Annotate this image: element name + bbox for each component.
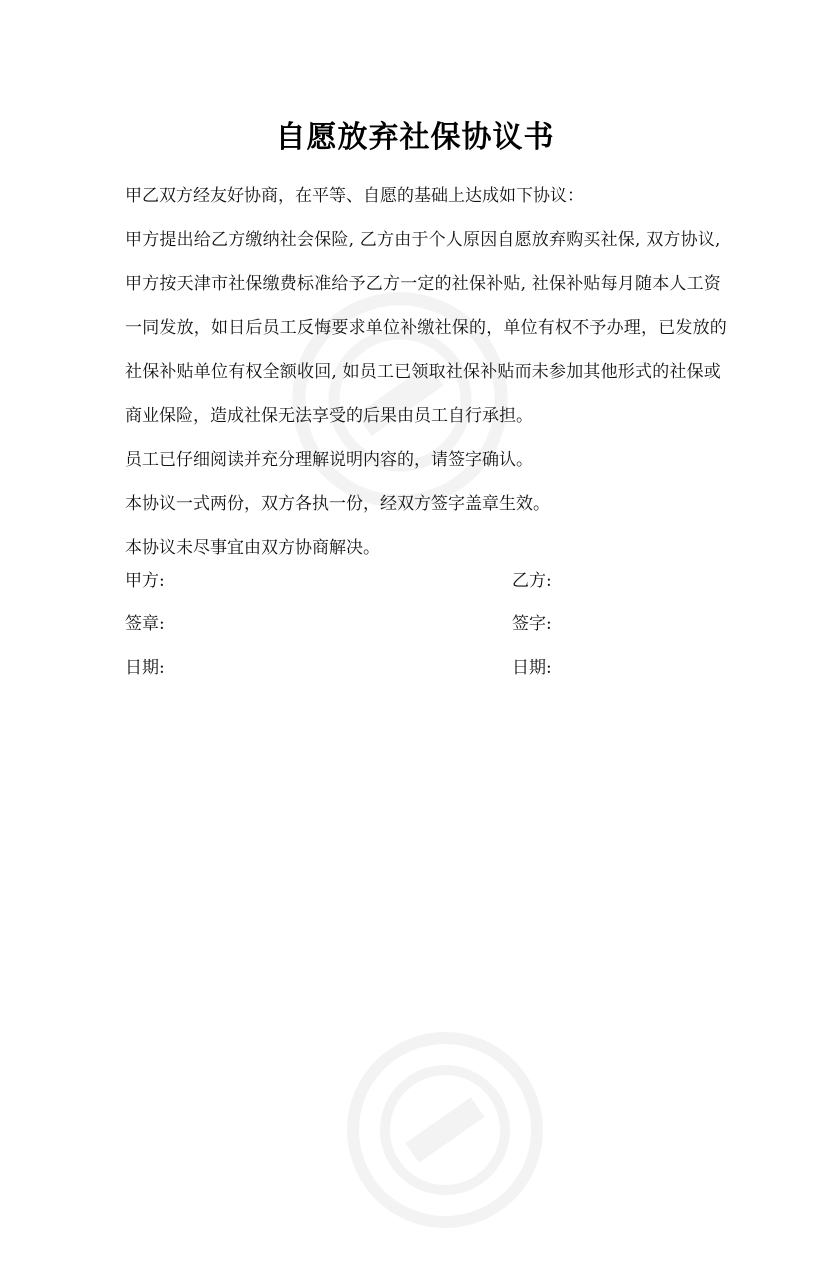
- date-label-b: 日期:: [512, 658, 552, 678]
- sign-label: 签字:: [512, 614, 552, 634]
- seal-label: 签章:: [125, 614, 165, 634]
- confirm-paragraph: 员工已仔细阅读并充分理解说明内容的，请签字确认。: [125, 450, 533, 470]
- clause-line: 一同发放，如日后员工反悔要求单位补缴社保的，单位有权不予办理，已发放的: [125, 318, 727, 338]
- watermark-icon: [306, 991, 585, 1269]
- signature-row-parties: [125, 569, 725, 593]
- clause-line: 甲方提出给乙方缴纳社会保险, 乙方由于个人原因自愿放弃购买社保, 双方协议,: [125, 230, 721, 250]
- page-title: 自愿放弃社保协议书: [275, 120, 555, 155]
- party-a-label: 甲方:: [125, 571, 165, 591]
- clause-line: 商业保险，造成社保无法享受的后果由员工自行承担。: [125, 406, 533, 426]
- signature-row-signs: [125, 612, 725, 636]
- clause-line: 社保补贴单位有权全额收回, 如员工已领取社保补贴而未参加其他形式的社保或: [125, 362, 722, 382]
- unresolved-paragraph: 本协议未尽事宜由双方协商解决。: [125, 538, 380, 558]
- clause-line: 甲方按天津市社保缴费标准给予乙方一定的社保补贴, 社保补贴每月随本人工资: [125, 274, 722, 294]
- date-label-a: 日期:: [125, 658, 165, 678]
- intro-paragraph: 甲乙双方经友好协商，在平等、自愿的基础上达成如下协议：: [125, 186, 584, 206]
- copies-paragraph: 本协议一式两份，双方各执一份，经双方签字盖章生效。: [125, 494, 550, 514]
- signature-row-dates: [125, 656, 725, 680]
- party-b-label: 乙方:: [512, 571, 552, 591]
- agreement-body: [125, 174, 727, 570]
